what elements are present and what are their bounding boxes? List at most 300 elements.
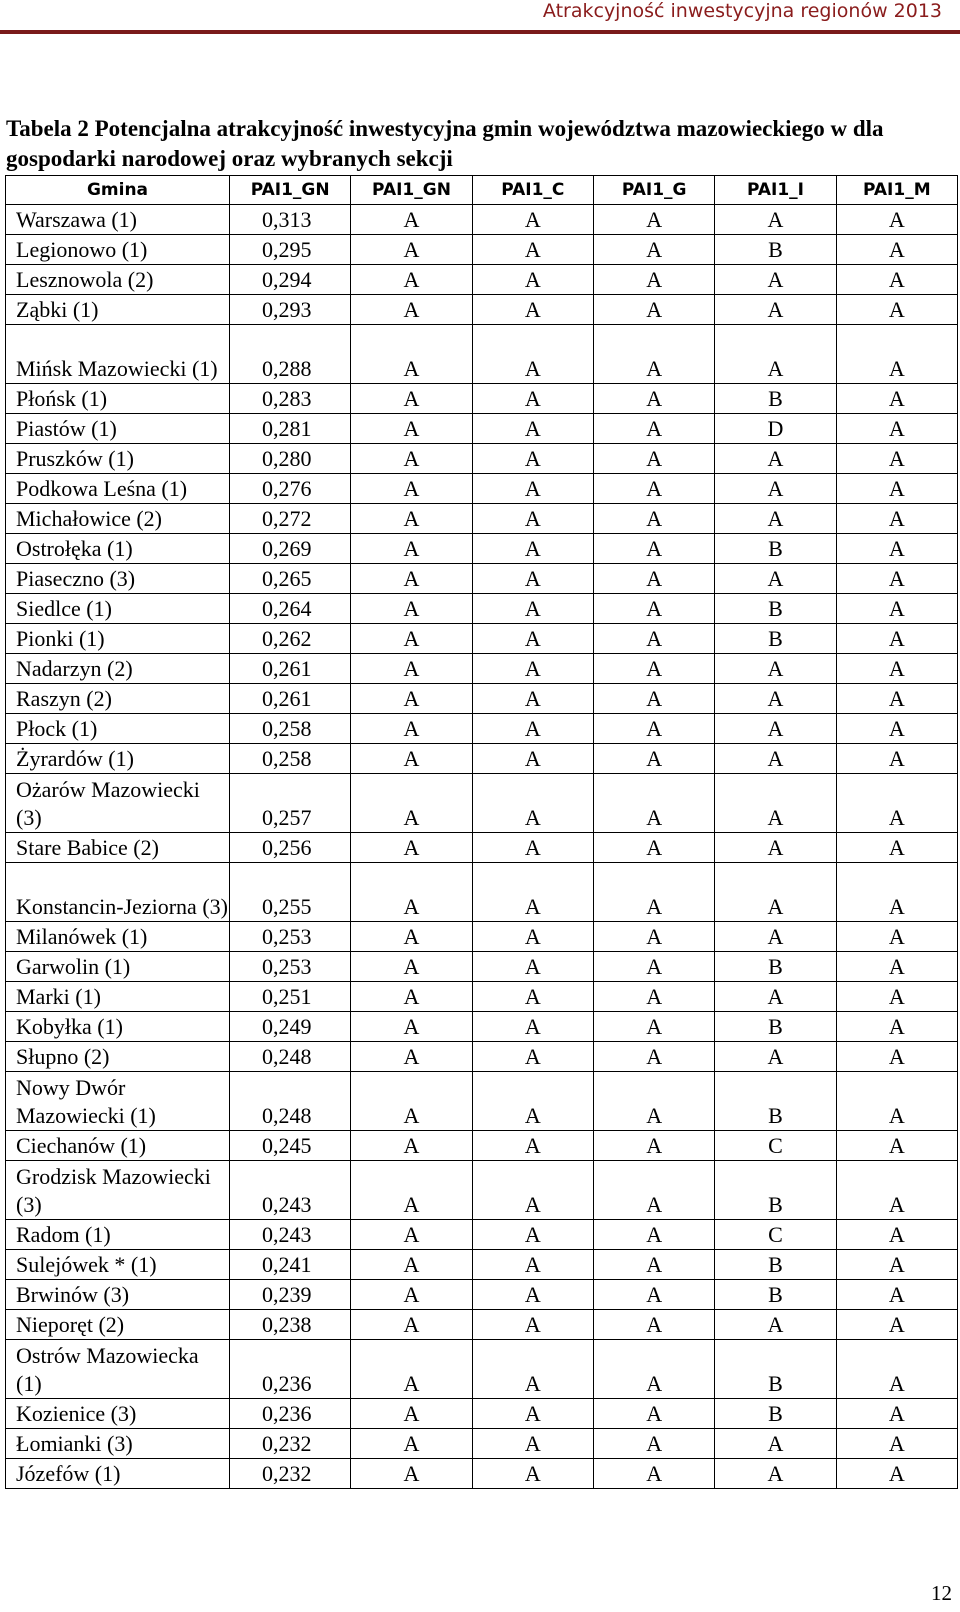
class-cell: A xyxy=(351,594,472,624)
class-cell: A xyxy=(836,654,957,684)
class-cell: B xyxy=(715,1280,836,1310)
class-cell: A xyxy=(351,1310,472,1340)
table-row xyxy=(6,295,958,325)
table-caption: Tabela 2 Potencjalna atrakcyjność inwestycyjna gmin województwa mazowieckiego w dla gospodarki narodowej oraz wybranych sekcji xyxy=(6,116,884,171)
pai-gn-value-cell: 0,245 xyxy=(230,1131,351,1161)
class-cell: A xyxy=(715,1042,836,1072)
pai-gn-value-cell: 0,261 xyxy=(230,684,351,714)
class-cell: A xyxy=(593,235,714,265)
class-cell: A xyxy=(351,1220,472,1250)
class-cell: A xyxy=(836,1280,957,1310)
class-cell: A xyxy=(351,744,472,774)
class-cell: A xyxy=(593,1042,714,1072)
class-cell: A xyxy=(836,1161,957,1220)
class-cell: A xyxy=(472,1429,593,1459)
pai-gn-value-cell: 0,249 xyxy=(230,1012,351,1042)
gmina-cell: Płońsk (1) xyxy=(6,384,230,414)
pai-gn-value-cell: 0,261 xyxy=(230,654,351,684)
column-header: PAI1_C xyxy=(472,176,593,205)
table-header-row xyxy=(6,176,958,205)
gmina-cell: Sulejówek * (1) xyxy=(6,1250,230,1280)
class-cell: A xyxy=(351,504,472,534)
gmina-cell: Kozienice (3) xyxy=(6,1399,230,1429)
class-cell: A xyxy=(836,714,957,744)
table-row xyxy=(6,1012,958,1042)
gmina-cell: Raszyn (2) xyxy=(6,684,230,714)
class-cell: A xyxy=(836,1459,957,1489)
pai-gn-value-cell: 0,283 xyxy=(230,384,351,414)
class-cell: A xyxy=(836,504,957,534)
class-cell: C xyxy=(715,1131,836,1161)
table-row xyxy=(6,325,958,384)
table-row xyxy=(6,384,958,414)
gmina-cell: Podkowa Leśna (1) xyxy=(6,474,230,504)
class-cell: A xyxy=(351,1250,472,1280)
pai-gn-value-cell: 0,272 xyxy=(230,504,351,534)
gmina-cell: Lesznowola (2) xyxy=(6,265,230,295)
table-row xyxy=(6,1250,958,1280)
class-cell: B xyxy=(715,384,836,414)
class-cell: A xyxy=(472,952,593,982)
class-cell: A xyxy=(836,684,957,714)
table-row xyxy=(6,265,958,295)
class-cell: B xyxy=(715,1340,836,1399)
class-cell: A xyxy=(472,325,593,384)
class-cell: A xyxy=(351,1399,472,1429)
class-cell: A xyxy=(593,1250,714,1280)
class-cell: A xyxy=(472,1280,593,1310)
class-cell: A xyxy=(715,774,836,833)
gmina-cell: Kobyłka (1) xyxy=(6,1012,230,1042)
class-cell: A xyxy=(472,1042,593,1072)
pai-gn-value-cell: 0,280 xyxy=(230,444,351,474)
pai-gn-value-cell: 0,251 xyxy=(230,982,351,1012)
class-cell: A xyxy=(836,414,957,444)
class-cell: A xyxy=(472,714,593,744)
gmina-cell: Grodzisk Mazowiecki (3) xyxy=(6,1161,230,1220)
table-row xyxy=(6,654,958,684)
table-row xyxy=(6,833,958,863)
class-cell: A xyxy=(593,624,714,654)
table-row xyxy=(6,474,958,504)
pai-gn-value-cell: 0,269 xyxy=(230,534,351,564)
class-cell: A xyxy=(715,714,836,744)
class-cell: A xyxy=(472,1459,593,1489)
pai-gn-value-cell: 0,253 xyxy=(230,952,351,982)
class-cell: B xyxy=(715,1161,836,1220)
class-cell: A xyxy=(715,474,836,504)
class-cell: A xyxy=(836,295,957,325)
class-cell: A xyxy=(836,1429,957,1459)
class-cell: A xyxy=(836,1220,957,1250)
class-cell: A xyxy=(836,474,957,504)
table-row xyxy=(6,444,958,474)
class-cell: A xyxy=(593,1161,714,1220)
class-cell: A xyxy=(593,384,714,414)
class-cell: A xyxy=(715,654,836,684)
class-cell: B xyxy=(715,594,836,624)
gmina-cell: Piastów (1) xyxy=(6,414,230,444)
class-cell: C xyxy=(715,1220,836,1250)
pai-gn-value-cell: 0,243 xyxy=(230,1220,351,1250)
class-cell: A xyxy=(351,295,472,325)
pai-gn-value-cell: 0,264 xyxy=(230,594,351,624)
class-cell: A xyxy=(593,982,714,1012)
column-header: PAI1_M xyxy=(836,176,957,205)
pai-gn-value-cell: 0,239 xyxy=(230,1280,351,1310)
page-number: 12 xyxy=(931,1581,952,1605)
class-cell: A xyxy=(593,1340,714,1399)
class-cell: A xyxy=(472,1012,593,1042)
class-cell: A xyxy=(351,982,472,1012)
class-cell: A xyxy=(593,474,714,504)
class-cell: B xyxy=(715,952,836,982)
table-row xyxy=(6,414,958,444)
class-cell: A xyxy=(593,205,714,235)
class-cell: A xyxy=(593,444,714,474)
class-cell: B xyxy=(715,235,836,265)
pai-gn-value-cell: 0,276 xyxy=(230,474,351,504)
class-cell: A xyxy=(836,863,957,922)
class-cell: A xyxy=(351,922,472,952)
class-cell: A xyxy=(715,833,836,863)
table-row xyxy=(6,714,958,744)
class-cell: A xyxy=(472,744,593,774)
table-row xyxy=(6,534,958,564)
table-row xyxy=(6,235,958,265)
gmina-cell: Konstancin-Jeziorna (3) xyxy=(6,863,230,922)
class-cell: A xyxy=(836,1250,957,1280)
class-cell: A xyxy=(351,1280,472,1310)
gmina-cell: Michałowice (2) xyxy=(6,504,230,534)
class-cell: A xyxy=(593,952,714,982)
class-cell: A xyxy=(351,1072,472,1131)
class-cell: A xyxy=(593,1012,714,1042)
class-cell: A xyxy=(593,1220,714,1250)
data-table xyxy=(5,175,958,1489)
class-cell: A xyxy=(593,504,714,534)
gmina-cell: Ożarów Mazowiecki (3) xyxy=(6,774,230,833)
gmina-cell: Brwinów (3) xyxy=(6,1280,230,1310)
class-cell: A xyxy=(351,384,472,414)
class-cell: A xyxy=(715,744,836,774)
pai-gn-value-cell: 0,232 xyxy=(230,1429,351,1459)
class-cell: A xyxy=(593,564,714,594)
pai-gn-value-cell: 0,258 xyxy=(230,714,351,744)
table-row xyxy=(6,1310,958,1340)
gmina-cell: Radom (1) xyxy=(6,1220,230,1250)
table-row xyxy=(6,1459,958,1489)
class-cell: A xyxy=(836,1042,957,1072)
pai-gn-value-cell: 0,248 xyxy=(230,1042,351,1072)
class-cell: A xyxy=(593,922,714,952)
class-cell: A xyxy=(715,444,836,474)
class-cell: A xyxy=(836,982,957,1012)
table-row xyxy=(6,1161,958,1220)
class-cell: A xyxy=(351,774,472,833)
pai-gn-value-cell: 0,265 xyxy=(230,564,351,594)
pai-gn-value-cell: 0,238 xyxy=(230,1310,351,1340)
class-cell: A xyxy=(593,744,714,774)
class-cell: B xyxy=(715,534,836,564)
column-header: PAI1_GN xyxy=(351,176,472,205)
running-header: Atrakcyjność inwestycyjna regionów 2013 xyxy=(542,0,942,22)
gmina-cell: Żyrardów (1) xyxy=(6,744,230,774)
class-cell: A xyxy=(472,1340,593,1399)
pai-gn-value-cell: 0,258 xyxy=(230,744,351,774)
class-cell: A xyxy=(593,1429,714,1459)
class-cell: A xyxy=(836,624,957,654)
gmina-cell: Mińsk Mazowiecki (1) xyxy=(6,325,230,384)
column-header: PAI1_G xyxy=(593,176,714,205)
class-cell: A xyxy=(715,684,836,714)
class-cell: A xyxy=(472,922,593,952)
class-cell: A xyxy=(836,325,957,384)
class-cell: A xyxy=(351,1459,472,1489)
class-cell: A xyxy=(351,624,472,654)
class-cell: A xyxy=(836,922,957,952)
class-cell: B xyxy=(715,624,836,654)
gmina-cell: Płock (1) xyxy=(6,714,230,744)
class-cell: A xyxy=(472,774,593,833)
class-cell: A xyxy=(836,384,957,414)
class-cell: A xyxy=(836,952,957,982)
class-cell: A xyxy=(836,833,957,863)
pai-gn-value-cell: 0,313 xyxy=(230,205,351,235)
class-cell: A xyxy=(593,684,714,714)
class-cell: A xyxy=(472,1161,593,1220)
class-cell: A xyxy=(472,474,593,504)
class-cell: A xyxy=(715,564,836,594)
pai-gn-value-cell: 0,243 xyxy=(230,1161,351,1220)
table-row xyxy=(6,1220,958,1250)
class-cell: A xyxy=(351,863,472,922)
class-cell: B xyxy=(715,1072,836,1131)
class-cell: A xyxy=(351,1340,472,1399)
class-cell: A xyxy=(351,1042,472,1072)
class-cell: A xyxy=(715,982,836,1012)
class-cell: A xyxy=(836,534,957,564)
gmina-cell: Pionki (1) xyxy=(6,624,230,654)
class-cell: A xyxy=(472,863,593,922)
table-row xyxy=(6,594,958,624)
table-row xyxy=(6,744,958,774)
gmina-cell: Ostrów Mazowiecka (1) xyxy=(6,1340,230,1399)
class-cell: A xyxy=(472,1310,593,1340)
class-cell: A xyxy=(593,1131,714,1161)
class-cell: A xyxy=(472,1399,593,1429)
class-cell: A xyxy=(715,1310,836,1340)
column-header: PAI1_GN xyxy=(230,176,351,205)
class-cell: A xyxy=(836,444,957,474)
class-cell: A xyxy=(472,534,593,564)
class-cell: A xyxy=(351,564,472,594)
table-row xyxy=(6,1399,958,1429)
class-cell: A xyxy=(593,1310,714,1340)
pai-gn-value-cell: 0,281 xyxy=(230,414,351,444)
class-cell: B xyxy=(715,1012,836,1042)
class-cell: A xyxy=(715,295,836,325)
gmina-cell: Ząbki (1) xyxy=(6,295,230,325)
class-cell: A xyxy=(593,1072,714,1131)
pai-gn-value-cell: 0,294 xyxy=(230,265,351,295)
pai-gn-value-cell: 0,253 xyxy=(230,922,351,952)
table-row xyxy=(6,1429,958,1459)
class-cell: A xyxy=(472,1072,593,1131)
class-cell: A xyxy=(351,444,472,474)
class-cell: A xyxy=(836,564,957,594)
class-cell: A xyxy=(836,205,957,235)
class-cell: A xyxy=(593,325,714,384)
class-cell: A xyxy=(472,654,593,684)
class-cell: A xyxy=(472,265,593,295)
class-cell: A xyxy=(715,205,836,235)
class-cell: A xyxy=(472,1250,593,1280)
class-cell: A xyxy=(836,235,957,265)
table-row xyxy=(6,564,958,594)
class-cell: A xyxy=(472,504,593,534)
pai-gn-value-cell: 0,295 xyxy=(230,235,351,265)
gmina-cell: Garwolin (1) xyxy=(6,952,230,982)
gmina-cell: Słupno (2) xyxy=(6,1042,230,1072)
class-cell: A xyxy=(593,863,714,922)
class-cell: A xyxy=(351,684,472,714)
class-cell: A xyxy=(472,1131,593,1161)
class-cell: A xyxy=(715,325,836,384)
class-cell: A xyxy=(715,1459,836,1489)
pai-gn-value-cell: 0,248 xyxy=(230,1072,351,1131)
table-row xyxy=(6,1131,958,1161)
class-cell: A xyxy=(351,654,472,684)
gmina-cell: Piaseczno (3) xyxy=(6,564,230,594)
pai-gn-value-cell: 0,255 xyxy=(230,863,351,922)
gmina-cell: Nadarzyn (2) xyxy=(6,654,230,684)
table-row xyxy=(6,205,958,235)
class-cell: A xyxy=(351,833,472,863)
class-cell: A xyxy=(836,1131,957,1161)
class-cell: A xyxy=(836,265,957,295)
class-cell: A xyxy=(715,265,836,295)
class-cell: A xyxy=(472,982,593,1012)
gmina-cell: Ostrołęka (1) xyxy=(6,534,230,564)
class-cell: A xyxy=(351,1012,472,1042)
table-row xyxy=(6,1072,958,1131)
class-cell: A xyxy=(351,265,472,295)
class-cell: A xyxy=(351,414,472,444)
class-cell: A xyxy=(472,235,593,265)
table-row xyxy=(6,1340,958,1399)
pai-gn-value-cell: 0,288 xyxy=(230,325,351,384)
gmina-cell: Stare Babice (2) xyxy=(6,833,230,863)
pai-gn-value-cell: 0,257 xyxy=(230,774,351,833)
class-cell: A xyxy=(715,922,836,952)
class-cell: A xyxy=(351,325,472,384)
pai-gn-value-cell: 0,241 xyxy=(230,1250,351,1280)
gmina-cell: Nieporęt (2) xyxy=(6,1310,230,1340)
class-cell: A xyxy=(593,1459,714,1489)
gmina-cell: Siedlce (1) xyxy=(6,594,230,624)
class-cell: A xyxy=(593,714,714,744)
class-cell: A xyxy=(351,205,472,235)
class-cell: A xyxy=(472,684,593,714)
pai-gn-value-cell: 0,262 xyxy=(230,624,351,654)
gmina-cell: Ciechanów (1) xyxy=(6,1131,230,1161)
class-cell: A xyxy=(351,1131,472,1161)
table-row xyxy=(6,504,958,534)
table-row xyxy=(6,684,958,714)
class-cell: A xyxy=(836,594,957,624)
table-row xyxy=(6,863,958,922)
class-cell: A xyxy=(593,265,714,295)
class-cell: A xyxy=(593,833,714,863)
class-cell: A xyxy=(351,714,472,744)
class-cell: A xyxy=(836,1310,957,1340)
pai-gn-value-cell: 0,236 xyxy=(230,1340,351,1399)
class-cell: A xyxy=(472,833,593,863)
class-cell: A xyxy=(593,534,714,564)
class-cell: A xyxy=(351,1429,472,1459)
table-row xyxy=(6,774,958,833)
gmina-cell: Legionowo (1) xyxy=(6,235,230,265)
class-cell: A xyxy=(472,594,593,624)
class-cell: A xyxy=(593,654,714,684)
pai-gn-value-cell: 0,293 xyxy=(230,295,351,325)
gmina-cell: Pruszków (1) xyxy=(6,444,230,474)
class-cell: A xyxy=(593,1399,714,1429)
table-row xyxy=(6,922,958,952)
class-cell: A xyxy=(836,774,957,833)
class-cell: A xyxy=(351,235,472,265)
header-rule xyxy=(0,30,960,34)
column-header: PAI1_I xyxy=(715,176,836,205)
class-cell: A xyxy=(593,295,714,325)
table-row xyxy=(6,1280,958,1310)
class-cell: A xyxy=(593,594,714,624)
class-cell: A xyxy=(836,1012,957,1042)
column-header: Gmina xyxy=(6,176,230,205)
gmina-cell: Łomianki (3) xyxy=(6,1429,230,1459)
class-cell: A xyxy=(351,534,472,564)
table-body xyxy=(6,205,958,1489)
class-cell: A xyxy=(472,205,593,235)
class-cell: A xyxy=(472,1220,593,1250)
class-cell: A xyxy=(472,295,593,325)
class-cell: A xyxy=(351,474,472,504)
class-cell: D xyxy=(715,414,836,444)
table-row xyxy=(6,1042,958,1072)
class-cell: A xyxy=(472,624,593,654)
class-cell: A xyxy=(593,1280,714,1310)
gmina-cell: Marki (1) xyxy=(6,982,230,1012)
pai-gn-value-cell: 0,256 xyxy=(230,833,351,863)
class-cell: A xyxy=(836,1072,957,1131)
class-cell: A xyxy=(593,414,714,444)
class-cell: B xyxy=(715,1399,836,1429)
class-cell: B xyxy=(715,1250,836,1280)
class-cell: A xyxy=(715,1429,836,1459)
pai-gn-value-cell: 0,232 xyxy=(230,1459,351,1489)
gmina-cell: Nowy Dwór Mazowiecki (1) xyxy=(6,1072,230,1131)
class-cell: A xyxy=(836,1340,957,1399)
pai-gn-value-cell: 0,236 xyxy=(230,1399,351,1429)
class-cell: A xyxy=(351,952,472,982)
class-cell: A xyxy=(472,384,593,414)
class-cell: A xyxy=(472,444,593,474)
class-cell: A xyxy=(472,414,593,444)
table-row xyxy=(6,624,958,654)
class-cell: A xyxy=(836,744,957,774)
class-cell: A xyxy=(715,863,836,922)
